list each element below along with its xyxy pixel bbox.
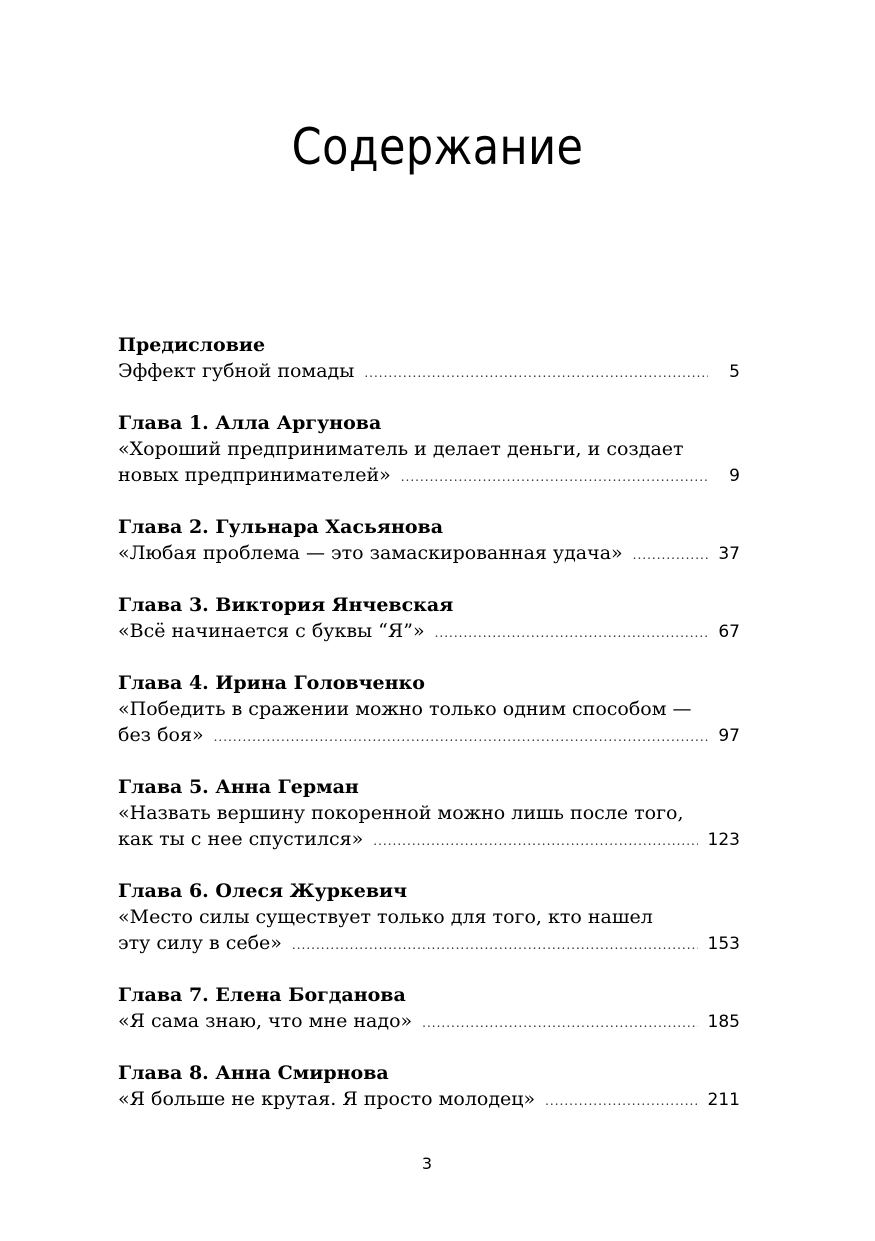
toc-entry-chapter-6 bbox=[118, 878, 740, 958]
toc-entry-line[interactable] bbox=[118, 930, 740, 958]
toc-entry-heading: Глава 4. Ирина Головченко bbox=[118, 672, 425, 694]
toc-entry-chapter-3 bbox=[118, 592, 740, 646]
toc-page-number: 9 bbox=[729, 466, 740, 486]
toc-entry-title: новых предпринимателей» bbox=[118, 464, 391, 486]
toc-page-number: 123 bbox=[707, 830, 740, 850]
toc-entry-line[interactable] bbox=[118, 1008, 740, 1036]
toc-entry-heading: Глава 8. Анна Смирнова bbox=[118, 1062, 389, 1084]
toc-entry-title-line: «Место силы существует только для того, кто нашел bbox=[118, 906, 653, 928]
toc-entry-title-line: «Победить в сражении можно только одним способом — bbox=[118, 698, 692, 720]
toc-entry-chapter-5 bbox=[118, 774, 740, 854]
toc-page-number: 67 bbox=[718, 622, 740, 642]
dot-leader bbox=[435, 620, 708, 646]
toc-entry-chapter-1 bbox=[118, 410, 740, 490]
toc-page-number: 153 bbox=[707, 934, 740, 954]
toc-entry-title-line: «Хороший предприниматель и делает деньги, и создает bbox=[118, 438, 684, 460]
toc-entry-title: «Всё начинается с буквы “Я”» bbox=[118, 620, 425, 642]
dot-leader bbox=[633, 542, 708, 568]
toc-page-number: 97 bbox=[718, 726, 740, 746]
dot-leader bbox=[214, 724, 708, 750]
toc-entry-line[interactable] bbox=[118, 462, 740, 490]
toc-entry-chapter-4 bbox=[118, 670, 740, 750]
toc-entry-chapter-7 bbox=[118, 982, 740, 1036]
toc-entry-chapter-2 bbox=[118, 514, 740, 568]
toc-entry-title: Эффект губной помады bbox=[118, 360, 355, 382]
toc-entry-line[interactable] bbox=[118, 826, 740, 854]
dot-leader bbox=[292, 932, 698, 958]
toc-entry-title: без боя» bbox=[118, 724, 204, 746]
toc-entry-heading: Глава 3. Виктория Янчевская bbox=[118, 594, 454, 616]
toc-entry-heading: Глава 7. Елена Богданова bbox=[118, 984, 406, 1006]
toc-entry-line[interactable] bbox=[118, 540, 740, 568]
toc-entry-heading: Глава 1. Алла Аргунова bbox=[118, 412, 382, 434]
page-title: Содержание bbox=[291, 118, 584, 176]
toc-entry-preface bbox=[118, 332, 740, 386]
toc-entry-line[interactable] bbox=[118, 722, 740, 750]
toc-entry-title: «Я больше не крутая. Я просто молодец» bbox=[118, 1088, 536, 1110]
toc-entry-title: эту силу в себе» bbox=[118, 932, 282, 954]
toc-page-number: 211 bbox=[707, 1090, 740, 1110]
toc-entry-chapter-8 bbox=[118, 1060, 740, 1114]
toc-entry-title: «Любая проблема — это замаскированная удача» bbox=[118, 542, 623, 564]
toc-entry-heading: Предисловие bbox=[118, 334, 266, 356]
toc-entry-line[interactable] bbox=[118, 1086, 740, 1114]
table-of-contents bbox=[118, 332, 740, 1138]
toc-entry-title: «Я сама знаю, что мне надо» bbox=[118, 1010, 413, 1032]
toc-entry-line[interactable] bbox=[118, 618, 740, 646]
dot-leader bbox=[545, 1088, 697, 1114]
toc-page-number: 37 bbox=[718, 544, 740, 564]
toc-page-number: 5 bbox=[729, 362, 740, 382]
toc-entry-heading: Глава 6. Олеся Журкевич bbox=[118, 880, 408, 902]
dot-leader bbox=[364, 360, 708, 386]
toc-entry-heading: Глава 5. Анна Герман bbox=[118, 776, 359, 798]
toc-page-number: 185 bbox=[707, 1012, 740, 1032]
dot-leader bbox=[373, 828, 697, 854]
dot-leader bbox=[422, 1010, 697, 1036]
toc-entry-line[interactable] bbox=[118, 358, 740, 386]
toc-entry-title-line: «Назвать вершину покоренной можно лишь после того, bbox=[118, 802, 684, 824]
dot-leader bbox=[401, 464, 708, 490]
page-number-folio: 3 bbox=[421, 1154, 433, 1173]
toc-entry-title: как ты с нее спустился» bbox=[118, 828, 364, 850]
toc-entry-heading: Глава 2. Гульнара Хасьянова bbox=[118, 516, 444, 538]
